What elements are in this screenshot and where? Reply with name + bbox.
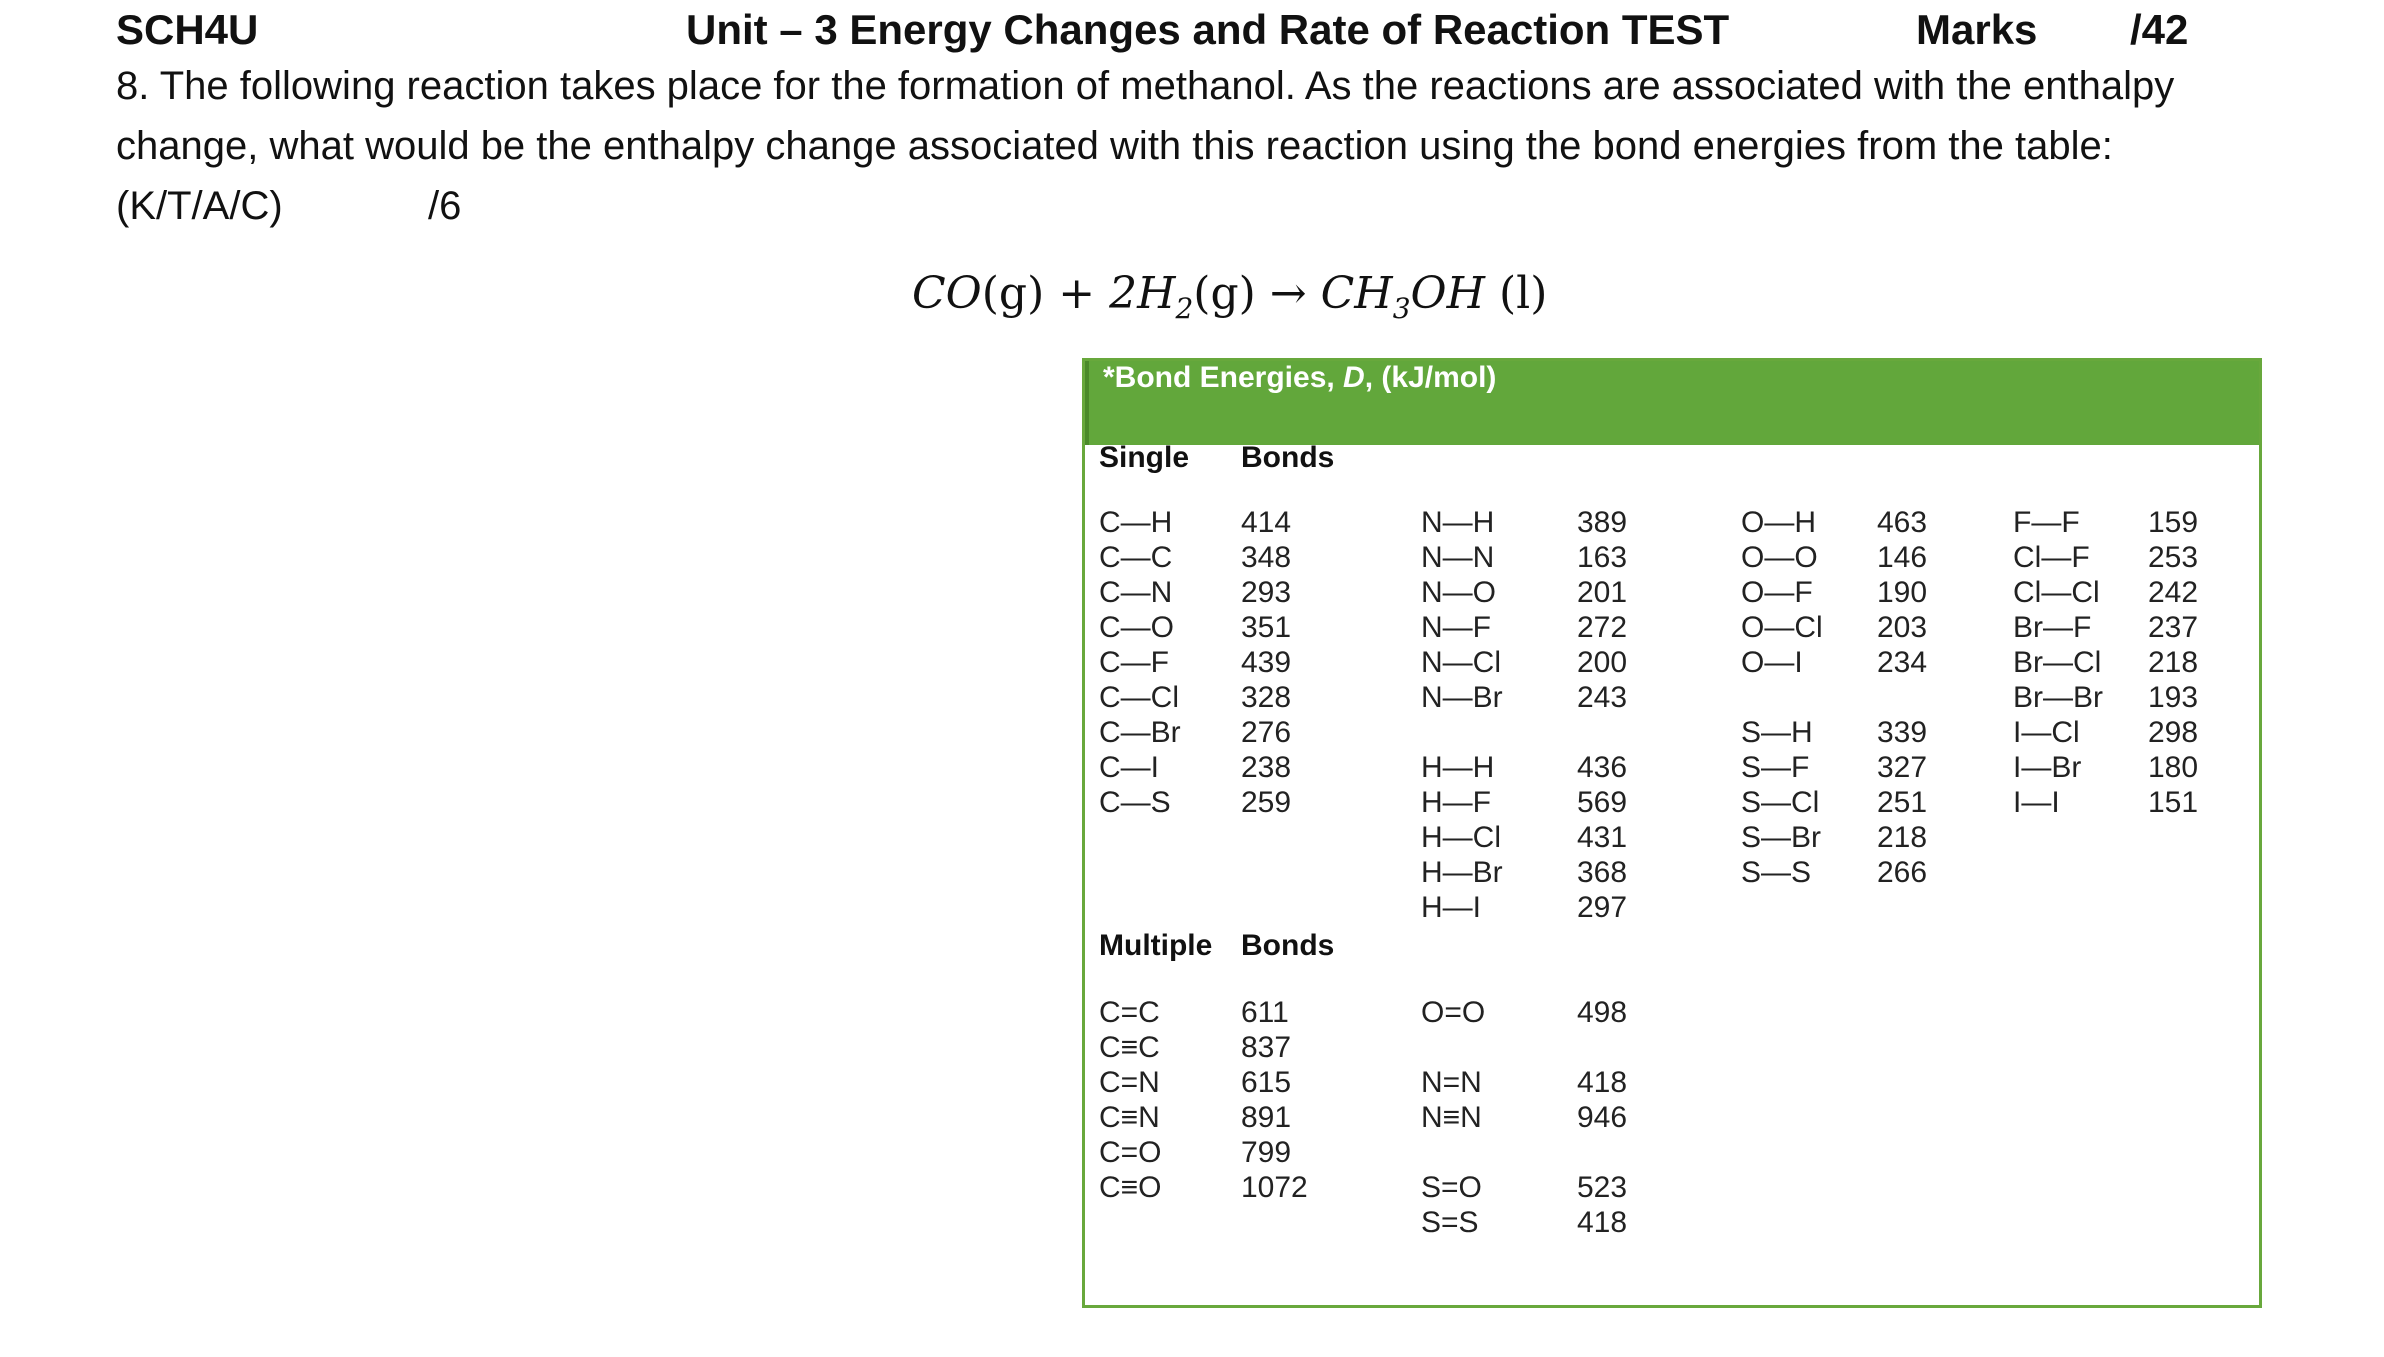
multiple-bond-bond: C=C	[1099, 996, 1160, 1029]
single-bond-energy: 159	[2148, 506, 2199, 539]
eq-ch: CH	[1320, 268, 1393, 319]
multiple-bond-energy: 891	[1241, 1101, 1292, 1134]
multiple-bond-energy: 611	[1241, 996, 1289, 1029]
single-bond-bond: I—I	[2013, 786, 2060, 819]
single-bond-energy: 431	[1577, 821, 1628, 854]
multiple-bond-energy: 523	[1577, 1171, 1628, 1204]
multiple-bond-energy: 799	[1241, 1136, 1292, 1169]
single-bond-bond: H—H	[1421, 751, 1495, 784]
single-bond-bond: H—F	[1421, 786, 1491, 819]
table-title-symbol: D	[1343, 361, 1365, 394]
single-bond-bond: C—O	[1099, 611, 1174, 644]
multiple-bond-energy: 418	[1577, 1206, 1628, 1239]
multiple-bond-bond: S=S	[1421, 1206, 1479, 1239]
single-bond-bond: O—I	[1741, 646, 1803, 679]
table-title	[1103, 361, 1496, 395]
single-bond-bond: S—F	[1741, 751, 1810, 784]
single-bond-bond: S—H	[1741, 716, 1813, 749]
chemical-equation	[912, 268, 1547, 325]
single-bond-energy: 163	[1577, 541, 1628, 574]
single-bond-energy: 180	[2148, 751, 2199, 784]
single-bond-energy: 298	[2148, 716, 2199, 749]
table-title-suffix: , (kJ/mol)	[1364, 361, 1497, 394]
single-bond-energy: 253	[2148, 541, 2199, 574]
eq-ch-subscript: 3	[1392, 291, 1411, 325]
single-bond-energy: 293	[1241, 576, 1292, 609]
single-bond-bond: O—F	[1741, 576, 1813, 609]
multiple-bond-bond: C≡O	[1099, 1171, 1162, 1204]
single-bond-energy: 328	[1241, 681, 1292, 714]
multiple-bonds-label: Bonds	[1241, 929, 1335, 962]
single-bond-energy: 218	[2148, 646, 2199, 679]
bond-energies-table	[1082, 358, 2262, 1308]
question-categories: (K/T/A/C)	[116, 184, 283, 228]
eq-h2-subscript: 2	[1175, 291, 1194, 325]
single-bond-bond: C—Br	[1099, 716, 1181, 749]
single-bond-energy: 463	[1877, 506, 1928, 539]
single-bond-energy: 348	[1241, 541, 1292, 574]
test-title: Unit – 3 Energy Changes and Rate of Reaction TEST	[686, 6, 1730, 53]
single-bond-bond: Br—Br	[2013, 681, 2103, 714]
multiple-bond-energy: 946	[1577, 1101, 1628, 1134]
single-bond-bond: S—S	[1741, 856, 1812, 889]
single-bonds-label: Bonds	[1241, 441, 1335, 474]
single-bond-energy: 339	[1877, 716, 1928, 749]
single-bond-energy: 389	[1577, 506, 1628, 539]
eq-h2: 2H	[1109, 268, 1176, 319]
single-bond-bond: N—Br	[1421, 681, 1503, 714]
multiple-bond-energy: 418	[1577, 1066, 1628, 1099]
single-bond-bond: S—Br	[1741, 821, 1822, 854]
multiple-bond-bond: S=O	[1421, 1171, 1482, 1204]
eq-co-state: (g)	[981, 268, 1045, 319]
single-bond-bond: F—F	[2013, 506, 2080, 539]
single-bond-bond: N—N	[1421, 541, 1495, 574]
single-bond-bond: Cl—Cl	[2013, 576, 2100, 609]
eq-product-state: (l)	[1484, 268, 1548, 319]
eq-oh: OH	[1410, 268, 1485, 319]
multiple-bond-energy: 1072	[1241, 1171, 1308, 1204]
single-bond-energy: 203	[1877, 611, 1928, 644]
course-code: SCH4U	[116, 6, 259, 53]
single-bond-bond: C—N	[1099, 576, 1173, 609]
single-bond-bond: I—Cl	[2013, 716, 2080, 749]
question-text-line-1: 8. The following reaction takes place for the formation of methanol. As the reactions are associated with the enthalpy	[116, 64, 2175, 108]
single-bond-energy: 569	[1577, 786, 1628, 819]
single-bond-bond: H—Br	[1421, 856, 1503, 889]
multiple-section-label: Multiple	[1099, 929, 1213, 962]
single-bond-bond: Br—F	[2013, 611, 2092, 644]
single-bond-bond: C—S	[1099, 786, 1171, 819]
single-bond-bond: O—O	[1741, 541, 1818, 574]
single-bond-energy: 151	[2148, 786, 2199, 819]
table-header	[1085, 361, 2259, 445]
single-bond-bond: Cl—F	[2013, 541, 2090, 574]
single-bond-bond: N—O	[1421, 576, 1496, 609]
single-bond-bond: I—Br	[2013, 751, 2082, 784]
single-bond-energy: 238	[1241, 751, 1292, 784]
multiple-bond-bond: O=O	[1421, 996, 1486, 1029]
single-bond-energy: 237	[2148, 611, 2199, 644]
single-bond-energy: 297	[1577, 891, 1628, 924]
eq-co: CO	[912, 268, 982, 319]
single-bond-bond: O—Cl	[1741, 611, 1823, 644]
single-bond-energy: 439	[1241, 646, 1292, 679]
multiple-bond-bond: C≡N	[1099, 1101, 1160, 1134]
table-title-prefix: *Bond Energies,	[1103, 361, 1344, 394]
single-bond-energy: 242	[2148, 576, 2199, 609]
single-bond-energy: 351	[1241, 611, 1292, 644]
single-bond-energy: 251	[1877, 786, 1928, 819]
single-bond-energy: 327	[1877, 751, 1928, 784]
question-points: /6	[428, 184, 462, 228]
single-bond-energy: 193	[2148, 681, 2199, 714]
single-bond-energy: 201	[1577, 576, 1628, 609]
multiple-bond-bond: N=N	[1421, 1066, 1482, 1099]
multiple-bond-bond: C≡C	[1099, 1031, 1160, 1064]
marks-label: Marks	[1916, 6, 2038, 53]
multiple-bond-energy: 615	[1241, 1066, 1292, 1099]
eq-plus: +	[1044, 268, 1110, 319]
single-bond-energy: 436	[1577, 751, 1628, 784]
multiple-bond-bond: N≡N	[1421, 1101, 1482, 1134]
multiple-bond-bond: C=O	[1099, 1136, 1162, 1169]
single-bond-energy: 234	[1877, 646, 1928, 679]
single-bond-bond: C—Cl	[1099, 681, 1179, 714]
single-bond-bond: C—I	[1099, 751, 1159, 784]
single-bond-energy: 272	[1577, 611, 1628, 644]
single-bond-bond: H—Cl	[1421, 821, 1501, 854]
single-bond-energy: 200	[1577, 646, 1628, 679]
single-section-label: Single	[1099, 441, 1190, 474]
single-bond-energy: 259	[1241, 786, 1292, 819]
single-bond-energy: 368	[1577, 856, 1628, 889]
multiple-bond-energy: 498	[1577, 996, 1628, 1029]
marks-total: /42	[2130, 6, 2189, 53]
single-bond-energy: 266	[1877, 856, 1928, 889]
single-bond-bond: H—I	[1421, 891, 1481, 924]
single-bond-energy: 146	[1877, 541, 1928, 574]
multiple-bond-bond: C=N	[1099, 1066, 1160, 1099]
single-bond-energy: 414	[1241, 506, 1292, 539]
single-bond-bond: Br—Cl	[2013, 646, 2102, 679]
single-bond-energy: 190	[1877, 576, 1928, 609]
single-bond-bond: N—F	[1421, 611, 1491, 644]
single-bond-bond: C—C	[1099, 541, 1173, 574]
single-bond-bond: N—H	[1421, 506, 1495, 539]
eq-h2-state: (g)	[1193, 268, 1256, 319]
multiple-bond-energy: 837	[1241, 1031, 1292, 1064]
single-bond-bond: N—Cl	[1421, 646, 1501, 679]
question-text-line-2: change, what would be the enthalpy change associated with this reaction using the bond energies from the table:	[116, 124, 2113, 168]
eq-arrow: →	[1255, 268, 1321, 319]
single-bond-bond: C—H	[1099, 506, 1173, 539]
single-bond-bond: C—F	[1099, 646, 1169, 679]
single-bond-bond: S—Cl	[1741, 786, 1820, 819]
single-bond-energy: 218	[1877, 821, 1928, 854]
single-bond-bond: O—H	[1741, 506, 1816, 539]
single-bond-energy: 276	[1241, 716, 1292, 749]
single-bond-energy: 243	[1577, 681, 1628, 714]
